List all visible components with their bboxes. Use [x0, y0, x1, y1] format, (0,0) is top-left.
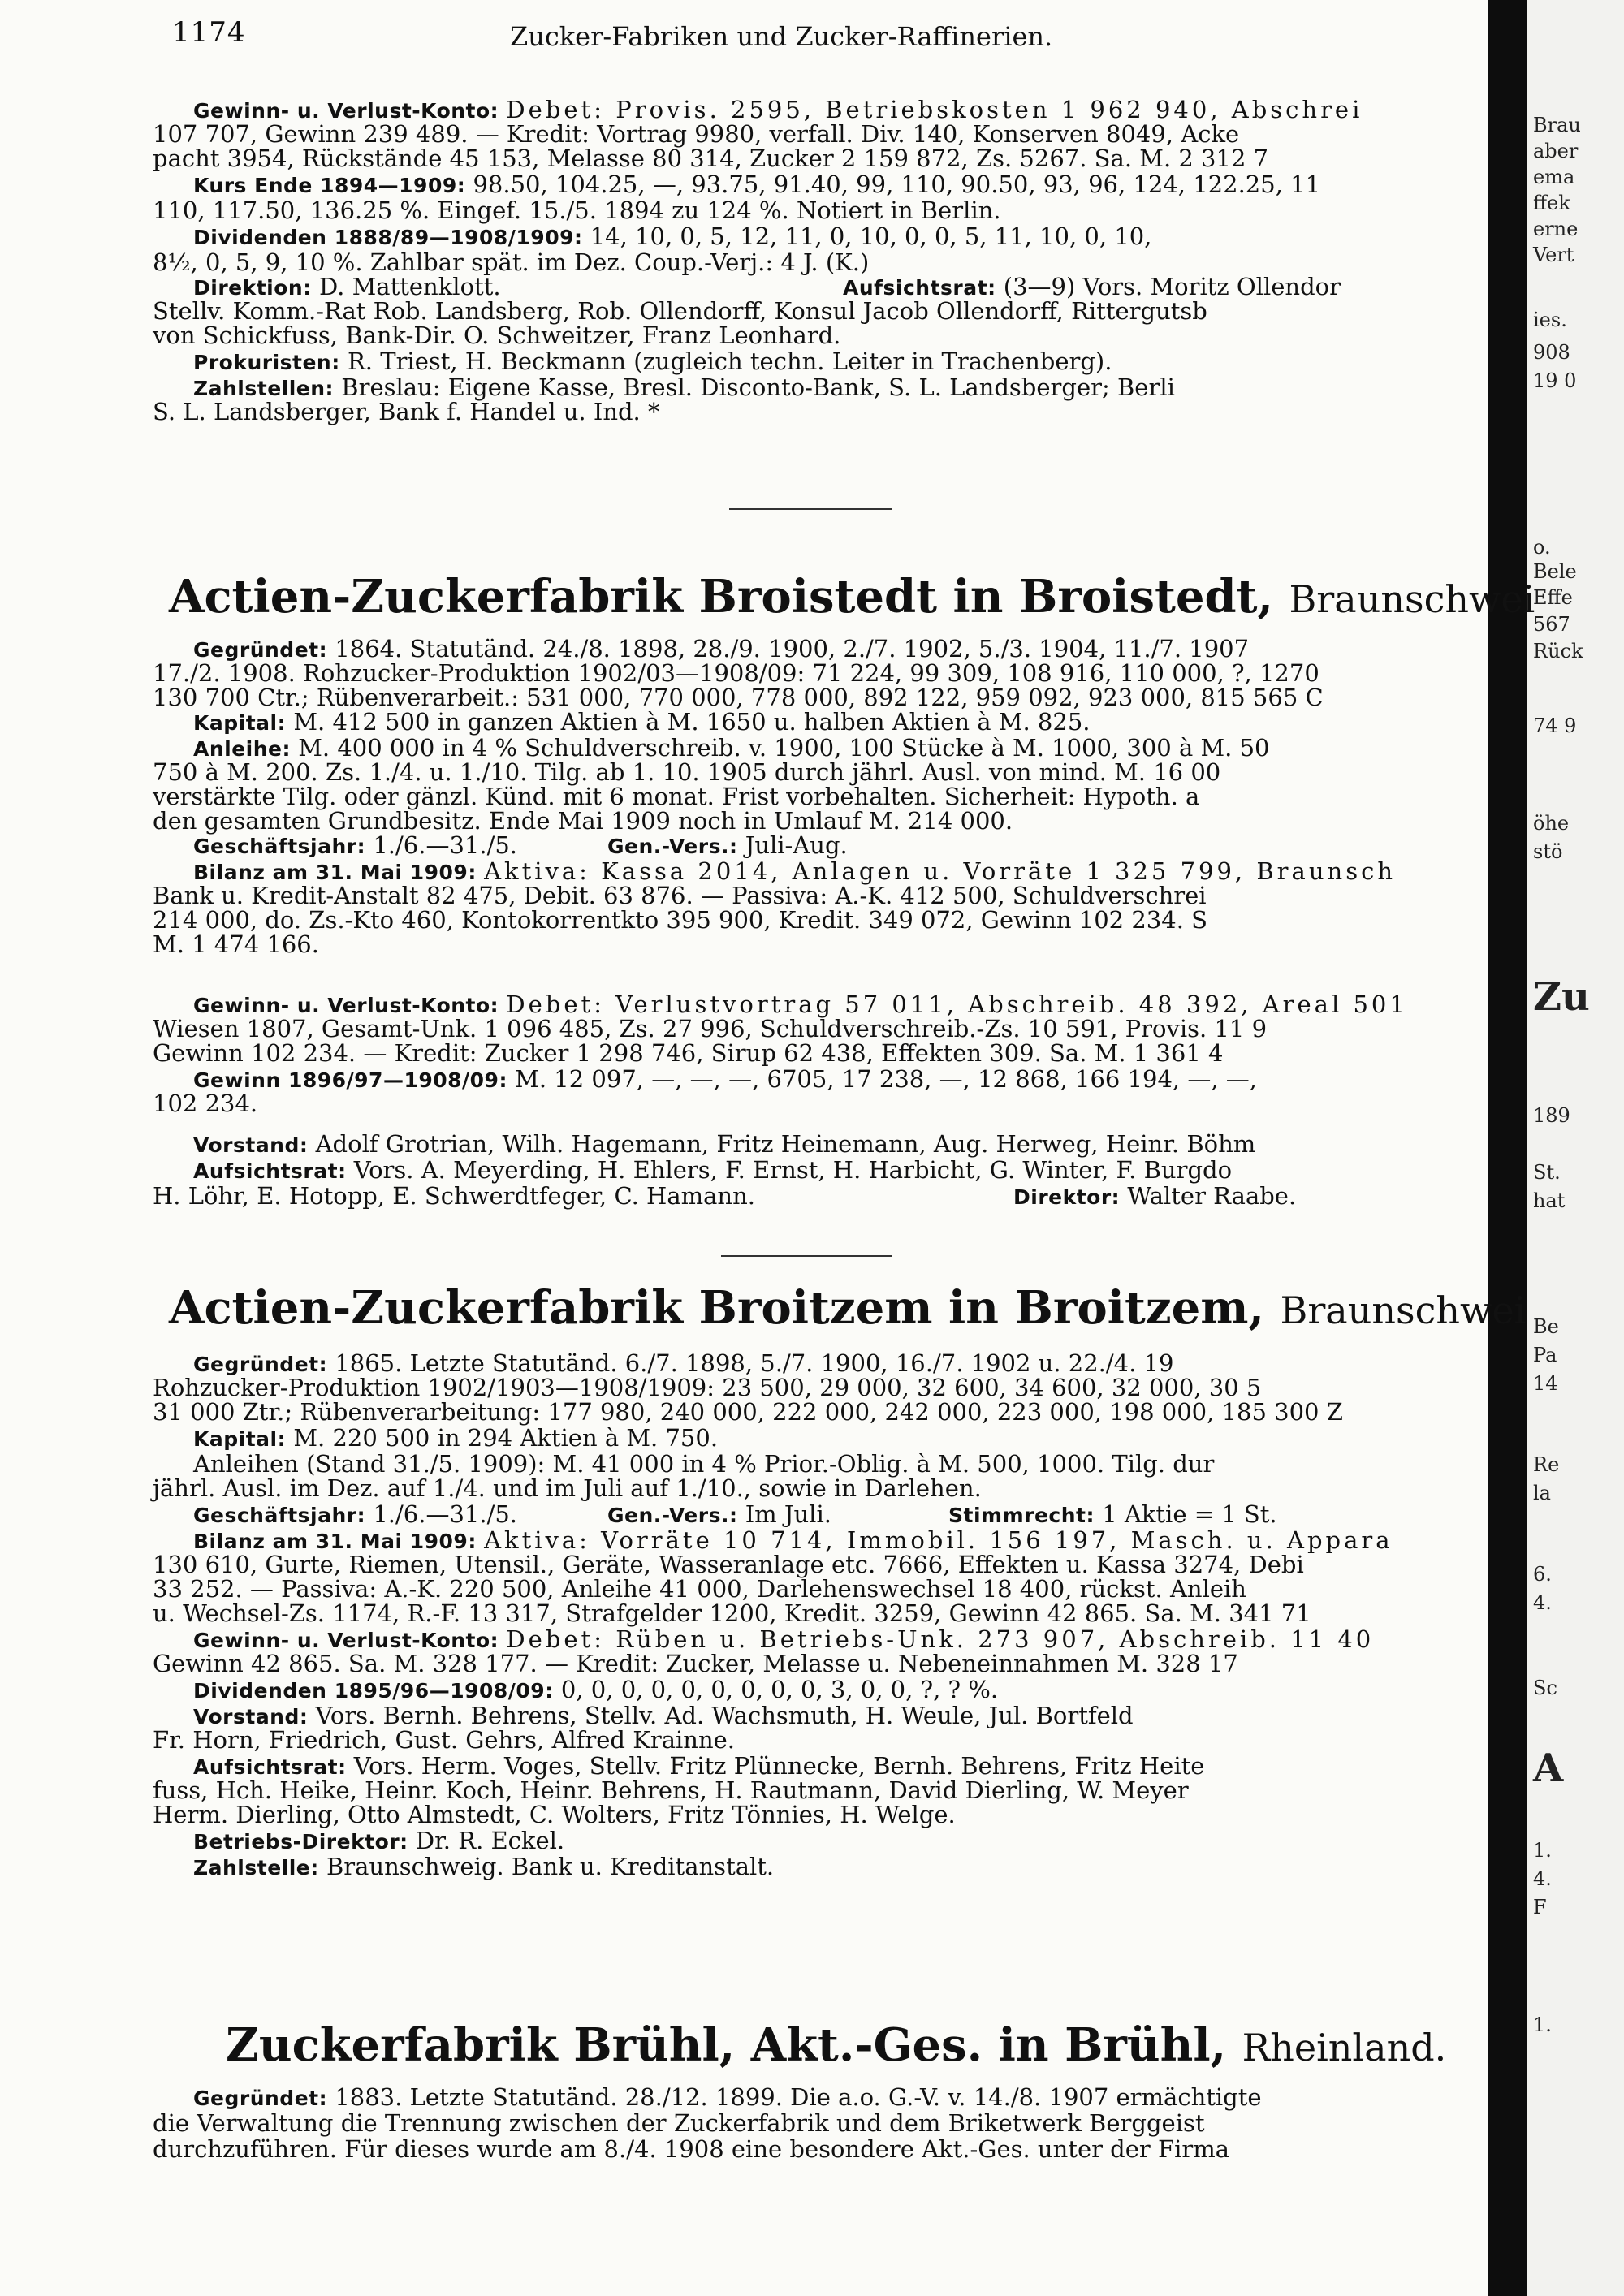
company-heading: [226, 2018, 1509, 2075]
text-line: pacht 3954, Rückstände 45 153, Melasse 80 314, Zucker 2 159 872, Zs. 5267. Sa. M. 2 312 7: [153, 145, 1269, 172]
text-line: Rohzucker-Produktion 1902/1903—1908/1909: 23 500, 29 000, 32 600, 34 600, 32 000, 30 5: [153, 1374, 1262, 1401]
fragment: 6.: [1533, 1563, 1552, 1586]
field-label: Geschäftsjahr:: [193, 835, 366, 858]
text-line: 107 707, Gewinn 239 489. — Kredit: Vortrag 9980, verfall. Div. 140, Konserven 8049, Acke: [153, 120, 1240, 148]
company-heading: [169, 1281, 1527, 1338]
fragment: Pa: [1533, 1344, 1557, 1366]
text-line: [193, 1853, 1452, 1880]
company-region: Rheinland.: [1242, 2026, 1447, 2069]
field-text: 98.50, 104.25, —, 93.75, 91.40, 99, 110, 90.50, 93, 96, 124, 122.25, 11: [473, 170, 1321, 198]
field-label: Direktor:: [1013, 1185, 1121, 1209]
text-line: [193, 857, 1452, 885]
text-line: [193, 1065, 1452, 1093]
field-text: Adolf Grotrian, Wilh. Hagemann, Fritz Heinemann, Aug. Herweg, Heinr. Böhm: [315, 1130, 1256, 1158]
fragment: Brau: [1533, 114, 1581, 136]
company-heading: [169, 570, 1535, 627]
field-text: (Stand 31./5. 1909): M. 41 000 in 4 % Prior.-Oblig. à M. 500, 1000. Tilg. dur: [306, 1450, 1215, 1478]
text-line: [193, 1424, 1452, 1452]
text-line: M. 1 474 166.: [153, 930, 319, 958]
fragment: Re: [1533, 1453, 1560, 1476]
field-text: M. 220 500 in 294 Aktien à M. 750.: [293, 1424, 719, 1452]
field-text: Vors. Herm. Voges, Stellv. Fritz Plünnecke, Bernh. Behrens, Fritz Heite: [353, 1752, 1205, 1780]
text-line: [193, 373, 1452, 401]
text-column: [153, 0, 1535, 2296]
fragment: la: [1533, 1482, 1551, 1504]
text-line: fuss, Hch. Heike, Heinr. Koch, Heinr. Behrens, H. Rautmann, David Dierling, W. Meyer: [153, 1776, 1189, 1804]
page-header: [153, 16, 1452, 57]
field-text: 1883. Letzte Statutänd. 28./12. 1899. Die a.o. G.-V. v. 14./8. 1907 ermächtigte: [335, 2083, 1262, 2111]
text-line: Gewinn 102 234. — Kredit: Zucker 1 298 746, Sirup 62 438, Effekten 309. Sa. M. 1 361 4: [153, 1039, 1224, 1067]
text-line: [193, 273, 1452, 300]
text-line: 130 610, Gurte, Riemen, Utensil., Geräte, Wasseranlage etc. 7666, Effekten u. Kassa 3274, Debi: [153, 1551, 1304, 1578]
fragment: 14: [1533, 1372, 1558, 1395]
fragment: aber: [1533, 140, 1579, 162]
inline-field: [948, 1500, 1277, 1530]
text-line: Bank u. Kredit-Anstalt 82 475, Debit. 63 876. — Passiva: A.-K. 412 500, Schuldverschrei: [153, 882, 1207, 909]
field-text: Braunschweig. Bank u. Kreditanstalt.: [326, 1853, 775, 1880]
field-label: Gen.-Vers.:: [607, 835, 738, 858]
fragment: Vert: [1533, 244, 1574, 266]
field-text: 0, 0, 0, 0, 0, 0, 0, 0, 0, 3, 0, 0, ?, ? %.: [560, 1676, 999, 1703]
text-line: von Schickfuss, Bank-Dir. O. Schweitzer, Franz Leonhard.: [153, 322, 841, 349]
text-line: 102 234.: [153, 1090, 258, 1117]
text-line: [193, 1349, 1452, 1377]
fragment: ies.: [1533, 309, 1567, 331]
field-label: Anleihe:: [193, 737, 291, 761]
fragment: öhe: [1533, 812, 1570, 835]
text-line: 110, 117.50, 136.25 %. Eingef. 15./5. 1894 zu 124 %. Notiert in Berlin.: [153, 196, 1001, 224]
field-text: 1./6.—31./5.: [373, 831, 518, 859]
fragment: 4.: [1533, 1591, 1552, 1614]
text-line: [193, 2083, 1452, 2111]
text-line: [193, 170, 1452, 198]
field-label: Gen.-Vers.:: [607, 1504, 738, 1527]
field-label: Betriebs-Direktor:: [193, 1830, 408, 1854]
field-label: Gewinn- u. Verlust-Konto:: [193, 1629, 499, 1652]
text-line: 130 700 Ctr.; Rübenverarbeit.: 531 000, 770 000, 778 000, 892 122, 959 092, 923 000, 815 565 C: [153, 684, 1324, 711]
field-text: Vors. Bernh. Behrens, Stellv. Ad. Wachsmuth, H. Weule, Jul. Bortfeld: [315, 1702, 1134, 1729]
fragment: Zu: [1533, 974, 1590, 1020]
inline-field: [607, 831, 848, 861]
field-text: 1./6.—31./5.: [373, 1500, 518, 1528]
fragment: Effe: [1533, 586, 1573, 609]
text-line: [193, 1156, 1452, 1184]
text-line: [193, 1827, 1452, 1854]
text-line: den gesamten Grundbesitz. Ende Mai 1909 noch in Umlauf M. 214 000.: [153, 807, 1013, 835]
fragment: 4.: [1533, 1867, 1552, 1890]
text-line: 17./2. 1908. Rohzucker-Produktion 1902/03—1908/09: 71 224, 99 309, 108 916, 110 000, ?, 1270: [153, 659, 1320, 687]
text-line: Herm. Dierling, Otto Almstedt, C. Wolters, Fritz Tönnies, H. Welge.: [153, 1801, 956, 1828]
field-text: Aktiva: Kassa 2014, Anlagen u. Vorräte 1 325 799, Braunsch: [484, 857, 1396, 885]
field-text: Debet: Rüben u. Betriebs-Unk. 273 907, Abschreib. 11 40: [506, 1625, 1375, 1653]
field-label: Kapital:: [193, 1427, 287, 1451]
text-line: Stellv. Komm.-Rat Rob. Landsberg, Rob. Ollendorff, Konsul Jacob Ollendorff, Rittergutsb: [153, 297, 1207, 325]
field-text: Debet: Verlustvortrag 57 011, Abschreib. 48 392, Areal 501: [506, 990, 1408, 1018]
text-line: jährl. Ausl. im Dez. auf 1./4. und im Juli auf 1./10., sowie in Darlehen.: [153, 1474, 982, 1502]
field-text: Debet: Provis. 2595, Betriebskosten 1 962 940, Abschrei: [506, 96, 1363, 123]
company-name: Zuckerfabrik Brühl, Akt.-Ges. in Brühl,: [226, 2018, 1227, 2072]
field-text: Juli-Aug.: [745, 831, 848, 859]
text-line: [193, 1500, 1452, 1528]
field-label: Zahlstellen:: [193, 377, 335, 400]
text-line: [193, 635, 1452, 662]
field-label: Geschäftsjahr:: [193, 1504, 366, 1527]
text-line: [193, 831, 1452, 859]
field-text: M. 400 000 in 4 % Schuldverschreib. v. 1900, 100 Stücke à M. 1000, 300 à M. 50: [298, 734, 1270, 762]
company-name: Actien-Zuckerfabrik Broistedt in Broistedt,: [169, 570, 1273, 624]
fragment: 1.: [1533, 2013, 1552, 2036]
fragment: 908: [1533, 341, 1570, 364]
text-line: [193, 222, 1452, 250]
fragment: F: [1533, 1896, 1547, 1918]
text-line: Wiesen 1807, Gesamt-Unk. 1 096 485, Zs. 27 996, Schuldverschreib.-Zs. 10 591, Provis. 11 9: [153, 1015, 1268, 1042]
text-line: [193, 1702, 1452, 1729]
text-line: [193, 1676, 1452, 1703]
fragment: Bele: [1533, 560, 1577, 583]
company-name: Actien-Zuckerfabrik Broitzem in Broitzem,: [169, 1281, 1265, 1335]
fragment: 19 0: [1533, 369, 1577, 392]
field-label: Vorstand:: [193, 1133, 309, 1157]
company-region: Braunschwei: [1289, 577, 1535, 621]
field-label: Kurs Ende 1894—1909:: [193, 174, 466, 197]
fragment: 567: [1533, 613, 1570, 636]
field-label: Prokuristen:: [193, 351, 340, 374]
fragment: St.: [1533, 1161, 1561, 1184]
page-number: 1174: [172, 16, 246, 49]
text-line: [193, 1526, 1452, 1554]
field-label: Gegründet:: [193, 638, 328, 662]
fragment: Be: [1533, 1315, 1559, 1338]
text-line: [193, 347, 1452, 375]
field-text: 1864. Statutänd. 24./8. 1898, 28./9. 1900, 2./7. 1902, 5./3. 1904, 11./7. 1907: [335, 635, 1250, 662]
field-text: Breslau: Eigene Kasse, Bresl. Disconto-Bank, S. L. Landsberger; Berli: [341, 373, 1175, 401]
text-line: durchzuführen. Für dieses wurde am 8./4. 1908 eine besondere Akt.-Ges. unter der Firma: [153, 2135, 1230, 2163]
field-text: 1 Aktie = 1 St.: [1102, 1500, 1277, 1528]
fragment: o.: [1533, 536, 1551, 559]
fragment: A: [1533, 1746, 1564, 1791]
field-label: Dividenden 1895/96—1908/09:: [193, 1679, 554, 1703]
text-line: die Verwaltung die Trennung zwischen der Zuckerfabrik und dem Briketwerk Berggeist: [153, 2109, 1205, 2137]
text-line: 31 000 Ztr.; Rübenverarbeitung: 177 980, 240 000, 222 000, 242 000, 223 000, 198 000, 185 300 Z: [153, 1398, 1343, 1426]
fragment: 189: [1533, 1104, 1570, 1127]
field-text: Walter Raabe.: [1127, 1182, 1297, 1210]
text-line: 750 à M. 200. Zs. 1./4. u. 1./10. Tilg. ab 1. 10. 1905 durch jährl. Ausl. von mind. M. 16 00: [153, 758, 1221, 786]
field-text: Aktiva: Vorräte 10 714, Immobil. 156 197, Masch. u. Appara: [484, 1526, 1393, 1554]
fragment: stö: [1533, 840, 1563, 863]
fragment: hat: [1533, 1189, 1566, 1212]
adjacent-page-fragment: [1527, 0, 1624, 2296]
field-label: Kapital:: [193, 711, 287, 735]
field-text: H. Löhr, E. Hotopp, E. Schwerdtfeger, C. Hamann.: [153, 1182, 755, 1210]
company-region: Braunschwei: [1280, 1288, 1527, 1332]
field-label: Direktion:: [193, 276, 312, 300]
field-label: Gewinn 1896/97—1908/09:: [193, 1068, 508, 1092]
field-text: Vors. A. Meyerding, H. Ehlers, F. Ernst, H. Harbicht, G. Winter, F. Burgdo: [353, 1156, 1233, 1184]
field-label: Stimmrecht:: [948, 1504, 1095, 1527]
text-line: [193, 1130, 1452, 1158]
text-line: [193, 734, 1452, 762]
text-line: [193, 1450, 1452, 1478]
field-label: Bilanz am 31. Mai 1909:: [193, 861, 477, 884]
text-line: [193, 96, 1452, 123]
fragment: ffek: [1533, 192, 1570, 214]
inline-field: [607, 1500, 831, 1530]
field-label: Vorstand:: [193, 1705, 309, 1728]
field-text: 14, 10, 0, 5, 12, 11, 0, 10, 0, 0, 5, 11, 10, 0, 10,: [590, 222, 1152, 250]
fragment: 74 9: [1533, 714, 1577, 737]
section-divider: [729, 508, 892, 510]
text-line: Gewinn 42 865. Sa. M. 328 177. — Kredit: Zucker, Melasse u. Nebeneinnahmen M. 328 17: [153, 1650, 1238, 1677]
field-label: Gewinn- u. Verlust-Konto:: [193, 994, 499, 1017]
fragment: Sc: [1533, 1677, 1557, 1699]
field-label: Gegründet:: [193, 1353, 328, 1376]
book-gutter-shadow: [1488, 0, 1527, 2296]
running-title: Zucker-Fabriken und Zucker-Raffinerien.: [510, 21, 1053, 52]
field-label: Bilanz am 31. Mai 1909:: [193, 1530, 477, 1553]
field-text: M. 12 097, —, —, —, 6705, 17 238, —, 12 868, 166 194, —, —,: [515, 1065, 1258, 1093]
field-label: Aufsichtsrat:: [843, 276, 996, 300]
text-line: 214 000, do. Zs.-Kto 460, Kontokorrentkto 395 900, Kredit. 349 072, Gewinn 102 234. S: [153, 906, 1207, 934]
fragment: erne: [1533, 218, 1579, 240]
text-line: 33 252. — Passiva: A.-K. 220 500, Anleihe 41 000, Darlehenswechsel 18 400, rückst. Anleih: [153, 1575, 1246, 1603]
text-line: [193, 1752, 1452, 1780]
field-label: Zahlstelle:: [193, 1856, 319, 1880]
fragment: 1.: [1533, 1839, 1552, 1862]
text-line: Fr. Horn, Friedrich, Gust. Gehrs, Alfred Krainne.: [153, 1726, 736, 1754]
field-text: Dr. R. Eckel.: [415, 1827, 565, 1854]
field-text: M. 412 500 in ganzen Aktien à M. 1650 u. halben Aktien à M. 825.: [293, 708, 1091, 736]
field-text: (3—9) Vors. Moritz Ollendor: [1003, 273, 1341, 300]
field-label: Gewinn- u. Verlust-Konto:: [193, 99, 499, 123]
field-text: D. Mattenklott.: [318, 273, 501, 300]
text-line: [193, 990, 1452, 1018]
field-label: Dividenden 1888/89—1908/1909:: [193, 226, 583, 249]
section-divider: [721, 1255, 892, 1257]
text-line: [193, 1625, 1452, 1653]
text-line: 8½, 0, 5, 9, 10 %. Zahlbar spät. im Dez. Coup.-Verj.: 4 J. (K.): [153, 248, 870, 276]
text-line: [153, 1182, 1452, 1210]
text-line: u. Wechsel-Zs. 1174, R.-F. 13 317, Strafgelder 1200, Kredit. 3259, Gewinn 42 865. Sa. M. 341 71: [153, 1599, 1311, 1627]
text-line: [193, 708, 1452, 736]
fragment: Rück: [1533, 640, 1583, 662]
text-line: verstärkte Tilg. oder gänzl. Künd. mit 6 monat. Frist vorbehalten. Sicherheit: Hypoth. a: [153, 783, 1200, 810]
field-label: Aufsichtsrat:: [193, 1755, 347, 1779]
text-line: S. L. Landsberger, Bank f. Handel u. Ind. *: [153, 398, 660, 425]
fragment: ema: [1533, 166, 1575, 188]
field-text: R. Triest, H. Beckmann (zugleich techn. Leiter in Trachenberg).: [347, 347, 1112, 375]
field-label: Anleihen: [193, 1450, 299, 1478]
field-label: Aufsichtsrat:: [193, 1159, 347, 1183]
field-text: Im Juli.: [745, 1500, 831, 1528]
field-text: 1865. Letzte Statutänd. 6./7. 1898, 5./7. 1900, 16./7. 1902 u. 22./4. 19: [335, 1349, 1174, 1377]
field-label: Gegründet:: [193, 2087, 328, 2110]
inline-field: [1013, 1182, 1296, 1211]
